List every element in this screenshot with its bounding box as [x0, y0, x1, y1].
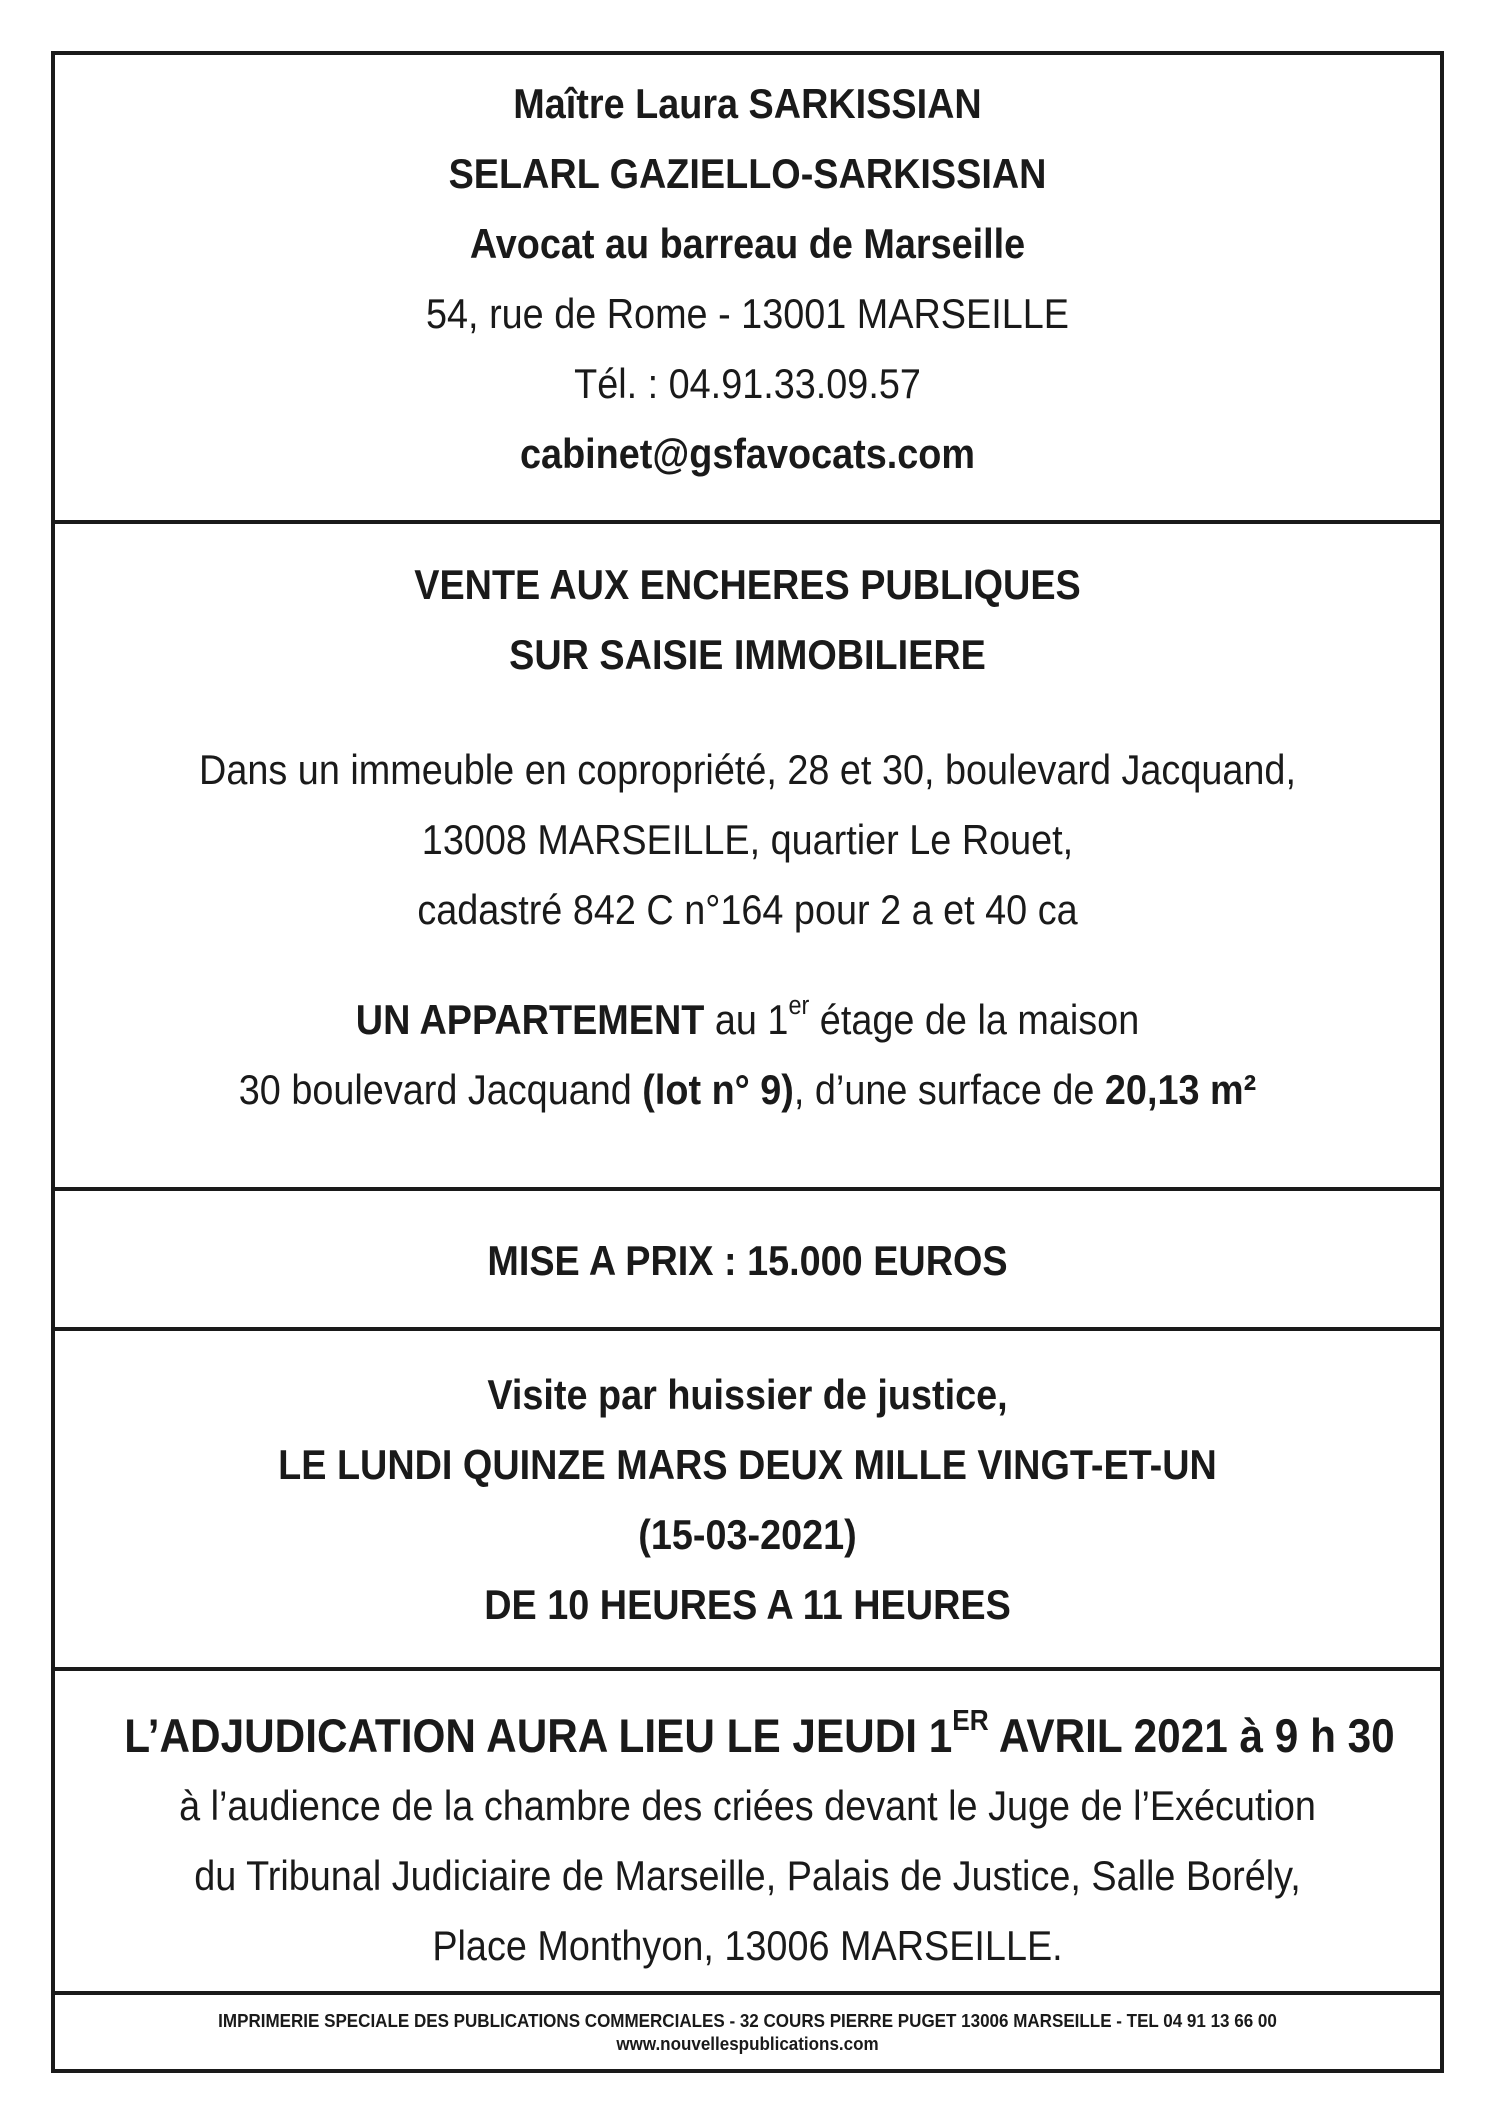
printer-info: IMPRIMERIE SPECIALE DES PUBLICATIONS COMMERCIALES - 32 COURS PIERRE PUGET 13006 MARSEILLE - TEL 04 91 13 66 00	[218, 2010, 1277, 2031]
visit-section	[55, 1331, 1440, 1671]
property-lot-line	[124, 1055, 1371, 1125]
floor-rest: étage de la maison	[809, 996, 1140, 1043]
visit-line1: Visite par huissier de justice,	[487, 1371, 1008, 1418]
printer-footer	[55, 1995, 1440, 2073]
adjudication-heading-suffix: AVRIL 2021 à 9 h 30	[988, 1709, 1395, 1762]
sale-heading-line2: SUR SAISIE IMMOBILIERE	[509, 631, 986, 678]
lawyer-firm: SELARL GAZIELLO-SARKISSIAN	[448, 150, 1047, 197]
adjudication-line3: Place Monthyon, 13006 MARSEILLE.	[432, 1922, 1063, 1969]
starting-price: MISE A PRIX : 15.000 EUROS	[487, 1237, 1008, 1284]
sale-location-line2: 13008 MARSEILLE, quartier Le Rouet,	[421, 816, 1074, 863]
printer-website: www.nouvellespublications.com	[616, 2033, 879, 2054]
sale-location-line3: cadastré 842 C n°164 pour 2 a et 40 ca	[417, 886, 1078, 933]
sale-location-line1: Dans un immeuble en copropriété, 28 et 30, boulevard Jacquand,	[199, 746, 1296, 793]
adjudication-section	[55, 1671, 1440, 1995]
lawyer-address: 54, rue de Rome - 13001 MARSEILLE	[426, 290, 1069, 337]
adjudication-heading	[124, 1701, 1395, 1771]
property-type: UN APPARTEMENT	[355, 996, 705, 1043]
floor-suffix: er	[788, 989, 810, 1020]
adjudication-line2: du Tribunal Judiciaire de Marseille, Palais de Justice, Salle Borély,	[194, 1852, 1301, 1899]
visit-line3: (15-03-2021)	[638, 1511, 857, 1558]
sale-heading-line1: VENTE AUX ENCHERES PUBLIQUES	[414, 561, 1081, 608]
lawyer-name: Maître Laura SARKISSIAN	[513, 80, 982, 127]
floor-prefix: au 1	[704, 996, 789, 1043]
visit-line2: LE LUNDI QUINZE MARS DEUX MILLE VINGT-ET-UN	[278, 1441, 1217, 1488]
adjudication-heading-sup: ER	[952, 1704, 989, 1737]
notice-frame	[51, 51, 1444, 2073]
lawyer-phone: Tél. : 04.91.33.09.57	[574, 360, 921, 407]
lawyer-title: Avocat au barreau de Marseille	[469, 220, 1026, 267]
lawyer-section	[55, 55, 1440, 524]
surface-value: 20,13 m²	[1104, 1066, 1257, 1113]
visit-line4: DE 10 HEURES A 11 HEURES	[484, 1581, 1011, 1628]
sale-section	[55, 524, 1440, 1191]
property-type-line	[124, 985, 1371, 1055]
lawyer-email: cabinet@gsfavocats.com	[520, 430, 975, 477]
adjudication-line1: à l’audience de la chambre des criées devant le Juge de l’Exécution	[179, 1782, 1316, 1829]
adjudication-heading-prefix: L’ADJUDICATION AURA LIEU LE JEUDI 1	[124, 1709, 953, 1762]
lot-number: (lot n° 9)	[642, 1066, 794, 1113]
surface-text: , d’une surface de	[793, 1066, 1105, 1113]
address-part: 30 boulevard Jacquand	[238, 1066, 643, 1113]
price-section	[55, 1191, 1440, 1331]
